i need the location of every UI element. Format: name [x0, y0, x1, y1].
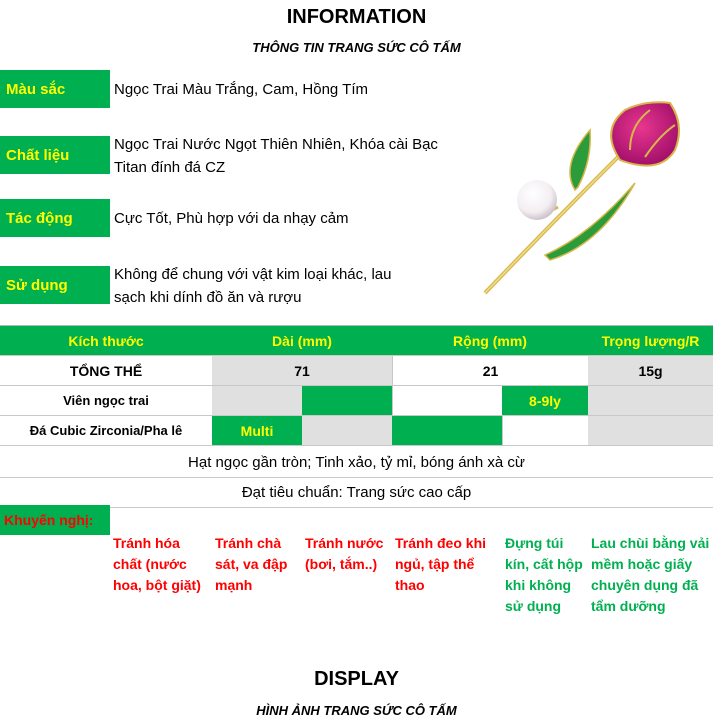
stone-empty-3 — [502, 416, 588, 445]
attr-effect-value: Cực Tốt, Phù hợp với da nhạy cảm — [114, 210, 349, 227]
note-standard: Đạt tiêu chuẩn: Trang sức cao cấp — [0, 478, 713, 508]
overall-label: TỔNG THỂ — [69, 362, 143, 379]
pearl-empty-3 — [392, 386, 502, 415]
stone-empty-2 — [392, 416, 502, 445]
pearl-empty-2 — [302, 386, 392, 415]
pearl-label: Viên ngọc trai — [63, 393, 149, 408]
stone-label: Đá Cubic Zirconia/Pha lê — [29, 423, 183, 438]
display-subtitle: HÌNH ẢNH TRANG SỨC CÔ TẤM — [256, 703, 457, 718]
table-row-overall — [0, 356, 713, 386]
advice-item: Lau chùi bằng vải mềm hoặc giấy chuyên dụng đã tẩm dưỡng — [591, 535, 710, 614]
stone-empty-4 — [588, 416, 713, 445]
header-weight: Trọng lượng/R — [601, 332, 700, 349]
attr-color-value: Ngọc Trai Màu Trắng, Cam, Hồng Tím — [114, 81, 368, 98]
size-table-header — [0, 326, 713, 356]
stone-value: Multi — [212, 416, 302, 445]
header-length: Dài (mm) — [272, 332, 332, 349]
attr-color-label: Màu sắc — [0, 70, 110, 108]
tulip-pearl-brooch-icon — [470, 95, 695, 305]
header-width: Rộng (mm) — [453, 332, 527, 349]
pearl-empty-1 — [212, 386, 302, 415]
advice-item: Tránh nước (bơi, tắm..) — [305, 535, 384, 572]
attr-usage-label: Sử dụng — [0, 266, 110, 304]
overall-width: 21 — [392, 356, 588, 385]
size-table — [0, 325, 713, 501]
attr-material-value: Ngọc Trai Nước Ngọt Thiên Nhiên, Khóa cài Bạc Titan đính đá CZ — [114, 136, 438, 176]
attr-material-label: Chất liệu — [0, 136, 110, 174]
pearl-size: 8-9ly — [502, 386, 588, 415]
advice-item: Đựng túi kín, cất hộp khi không sử dụng — [505, 535, 583, 614]
advice-item: Tránh đeo khi ngủ, tập thể thao — [395, 535, 487, 593]
table-row-stone — [0, 416, 713, 446]
attr-effect-label: Tác động — [0, 199, 110, 237]
header-size: Kích thước — [68, 332, 144, 349]
table-row-pearl — [0, 386, 713, 416]
overall-weight: 15g — [588, 356, 713, 385]
page-title: INFORMATION — [286, 6, 427, 28]
advice-label: Khuyến nghị: — [0, 505, 110, 535]
advice-item: Tránh chà sát, va đập mạnh — [215, 535, 288, 593]
pearl-empty-4 — [588, 386, 713, 415]
advice-item: Tránh hóa chất (nước hoa, bột giặt) — [113, 535, 201, 593]
display-title: DISPLAY — [314, 668, 399, 690]
page-subtitle: THÔNG TIN TRANG SỨC CÔ TẤM — [252, 40, 461, 55]
note-shape: Hạt ngọc gần tròn; Tinh xảo, tỷ mỉ, bóng ánh xà cừ — [0, 448, 713, 478]
overall-length: 71 — [212, 356, 392, 385]
attr-usage-value: Không để chung với vật kim loại khác, lau sạch khi dính đồ ăn và rượu — [114, 266, 392, 306]
stone-empty-1 — [302, 416, 392, 445]
